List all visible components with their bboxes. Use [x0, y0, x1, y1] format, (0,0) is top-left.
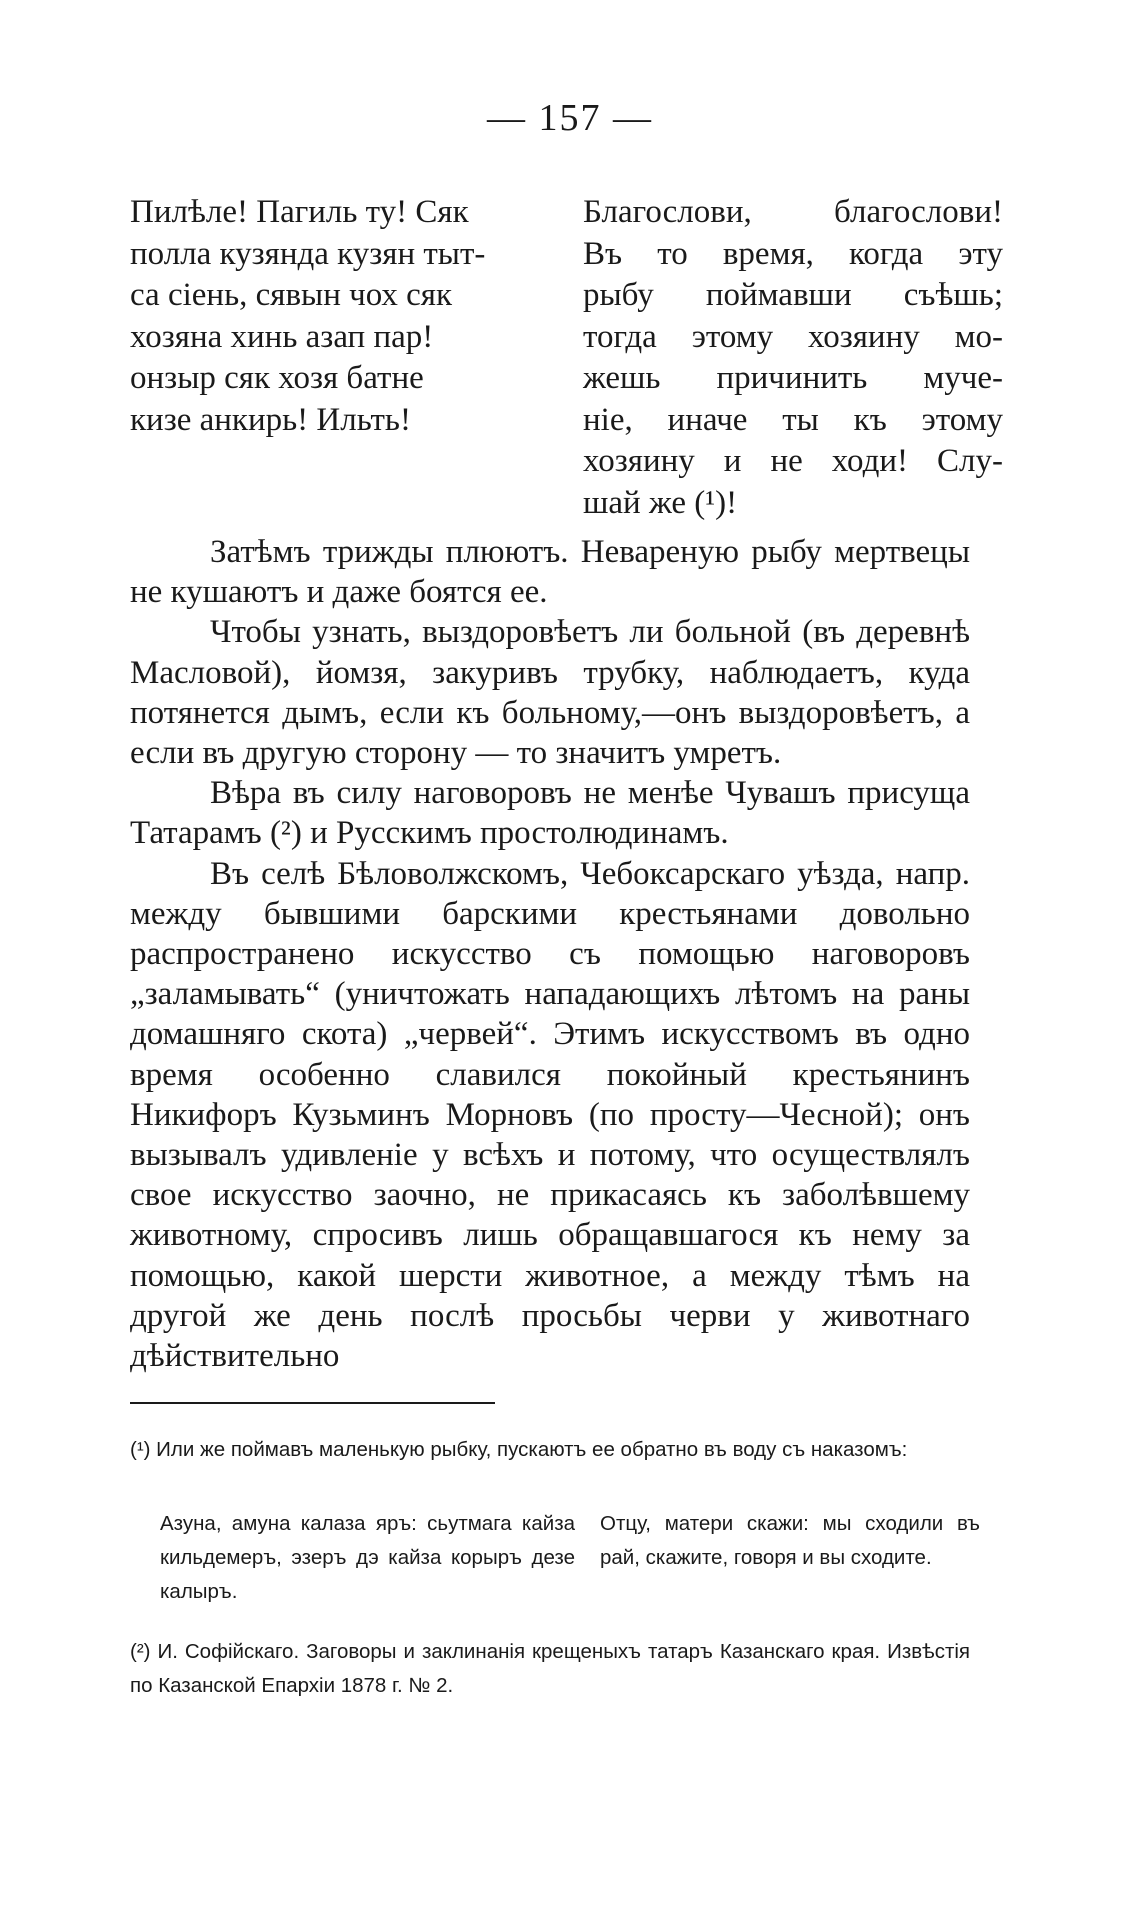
body-paragraph: Затѣмъ трижды плюютъ. Невареную рыбу мертвецы не кушаютъ и даже боятся ее. — [130, 534, 970, 611]
translation-line: тогда этому хозяину мо- — [583, 318, 1003, 355]
footnote-1-tatar-text: Азуна, амуна калаза яръ: сьутмага кайза кильдемеръ, эзеръ дэ кайза корыръ дезе калыръ. — [160, 1512, 575, 1603]
translation-line: хозяину и не ходи! Слу- — [583, 443, 1003, 479]
chuvash-line: онзыр сяк хозя батне — [130, 360, 424, 396]
translation-line: ніе, иначе ты къ этому — [583, 401, 1003, 438]
body-paragraph: Вѣра въ силу наговоровъ не менѣе Чувашъ присуща Татарамъ (²) и Русскимъ простолюдинамъ. — [130, 775, 970, 852]
body-paragraph: Въ селѣ Бѣловолжскомъ, Чебоксарскаго уѣзда, напр. между бывшими барскими крестьянами довольно распространено искусство съ помощью наговоровъ „заламывать“ (уничтожать нападающихъ лѣтомъ на раны домашняго скота) „червей“. Этимъ искусствомъ въ одно время особенно славился покойный крестьянинъ Никифоръ Кузьминъ Морновъ (по просту—Чесной); онъ вызывалъ удивленіе у всѣхъ и потому, что осуществлялъ свое искусство заочно, не прикасаясь къ заболѣвшему животному, спросивъ лишь обращавшагося къ нему за помощью, какой шерсти животное, а между тѣмъ на другой же день послѣ просьбы черви у животнаго дѣйствительно — [130, 855, 970, 1375]
chuvash-line: са сіень, сявын чох сяк — [130, 277, 452, 313]
footnote-1-intro: (¹) Или же поймавъ маленькую рыбку, пускаютъ ее обратно въ воду съ наказомъ: — [130, 1438, 908, 1461]
chuvash-line: кизе анкирь! Ильть! — [130, 401, 411, 438]
translation-line: рыбу поймавши съѣшь; — [583, 277, 1003, 313]
footnote-2: (²) И. Софійскаго. Заговоры и заклинанія крещеныхъ татаръ Казанскаго края. Извѣстія по Казанской Епархіи 1878 г. № 2. — [130, 1640, 970, 1697]
chuvash-text-column — [130, 192, 560, 441]
translation-line: Въ то время, когда эту — [583, 235, 1003, 272]
chuvash-line: хозяна хинь азап пар! — [130, 318, 434, 355]
translation-line: шай же (¹)! — [583, 484, 738, 521]
chuvash-line: Пилѣле! Пагиль ту! Сяк — [130, 194, 469, 230]
chuvash-line: полла кузянда кузян тыт- — [130, 235, 486, 272]
body-paragraph: Чтобы узнать, выздоровѣетъ ли больной (въ деревнѣ Масловой), йомзя, закуривъ трубку, наблюдаетъ, куда потянется дымъ, если къ больному,—онъ выздоровѣетъ, а если въ другую сторону — то значитъ умретъ. — [130, 614, 970, 772]
footnote-1-russian-text: Отцу, матери скажи: мы сходили въ рай, скажите, говоря и вы сходите. — [600, 1512, 980, 1569]
page-number: — 157 — — [487, 97, 653, 139]
translation-line: жешь причинить мучe- — [583, 360, 1003, 396]
main-body-text — [130, 532, 970, 1376]
translation-line: Благослови, благослови! — [583, 194, 1003, 230]
russian-translation-column — [583, 192, 1003, 524]
footnote-separator — [130, 1402, 495, 1404]
